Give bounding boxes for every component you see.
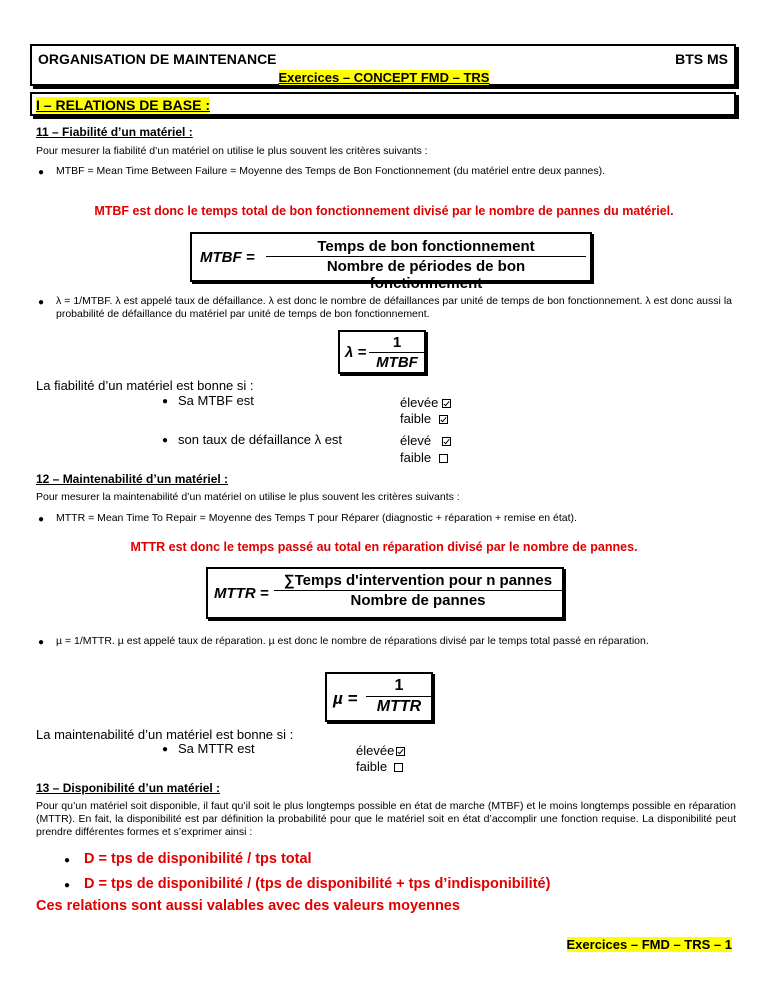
- lambda-denominator: MTBF: [369, 352, 425, 371]
- mttr-formula-lhs: MTTR =: [214, 585, 269, 602]
- criterion-mtbf: Sa MTBF est: [178, 393, 254, 408]
- bullet-icon: ●: [38, 514, 45, 525]
- mttr-denominator: Nombre de pannes: [274, 590, 562, 609]
- bullet-icon: ●: [38, 297, 45, 308]
- bullet-icon: ●: [162, 396, 169, 407]
- option-label: élevé: [400, 433, 432, 448]
- page-footer: Exercices – FMD – TRS – 1: [566, 937, 732, 952]
- mtbf-definition: MTBF = Mean Time Between Failure = Moyenne des Temps de Bon Fonctionnement (du matériel entre deux pannes).: [56, 165, 606, 177]
- section-title-text: I – RELATIONS DE BASE :: [36, 97, 210, 113]
- checkbox-mttr-high[interactable]: [396, 747, 405, 756]
- option-lambda-low: [400, 450, 448, 465]
- mtbf-formula: [190, 232, 592, 292]
- criterion-mttr: Sa MTTR est: [178, 741, 255, 756]
- bullet-icon: ●: [64, 855, 71, 866]
- option-label: faible: [356, 759, 388, 774]
- criterion-lambda: son taux de défaillance λ est: [178, 432, 343, 447]
- lambda-fraction: [370, 334, 424, 371]
- mtbf-fraction: [266, 238, 586, 292]
- option-mtbf-low: [400, 411, 448, 426]
- bullet-icon: ●: [162, 744, 169, 755]
- mu-denominator: MTTR: [366, 696, 432, 716]
- mttr-numerator: ∑Temps d'intervention pour n pannes: [283, 572, 553, 589]
- mu-definition: µ = 1/MTTR. µ est appelé taux de réparation. µ est donc le nombre de réparations divisé par le temps total passé en réparation.: [56, 635, 649, 647]
- lambda-definition: λ = 1/MTBF. λ est appelé taux de défaillance. λ est donc le nombre de défaillances par unité de temps de bon fonctionnement. λ est donc aussi la probabilité de défaillance du matériel par unité de temps de bon fonctionnement.: [56, 295, 732, 320]
- disponibilite-equation-1: D = tps de disponibilité / tps total: [84, 851, 312, 867]
- mtbf-red-statement: MTBF est donc le temps total de bon fonctionnement divisé par le nombre de pannes du matériel.: [94, 204, 674, 218]
- document-subtitle: [0, 70, 768, 85]
- maintenabilite-intro: Pour mesurer la maintenabilité d’un matériel on utilise le plus souvent les critères suivants :: [36, 491, 460, 503]
- option-label: élevée: [400, 395, 439, 410]
- fiabilite-good-if: La fiabilité d’un matériel est bonne si :: [36, 378, 254, 393]
- bullet-icon: ●: [38, 167, 45, 178]
- mu-numerator: 1: [394, 677, 404, 694]
- mttr-red-statement: MTTR est donc le temps passé au total en réparation divisé par le nombre de pannes.: [130, 540, 638, 554]
- document-title: ORGANISATION DE MAINTENANCE: [38, 51, 277, 67]
- option-mttr-high: [356, 743, 405, 758]
- mu-formula-lhs: µ =: [333, 689, 358, 708]
- lambda-formula-lhs: λ =: [345, 344, 367, 361]
- subtitle-text: Exercices – CONCEPT FMD – TRS: [278, 70, 490, 85]
- checkbox-mttr-low[interactable]: [394, 763, 403, 772]
- mu-fraction: [367, 677, 431, 716]
- heading-maintenabilite: 12 – Maintenabilité d’un matériel :: [36, 472, 229, 486]
- bullet-icon: ●: [38, 637, 45, 648]
- heading-disponibilite: 13 – Disponibilité d’un matériel :: [36, 781, 221, 795]
- option-label: faible: [400, 411, 432, 426]
- disponibilite-note: Ces relations sont aussi valables avec des valeurs moyennes: [36, 898, 460, 914]
- mtbf-denominator: Nombre de périodes de bon fonctionnement: [266, 256, 586, 292]
- mttr-definition: MTTR = Mean Time To Repair = Moyenne des Temps T pour Réparer (diagnostic + réparation + remise en état).: [56, 512, 577, 524]
- mu-formula: [325, 672, 433, 722]
- option-label: élevée: [356, 743, 395, 758]
- disponibilite-equation-2: D = tps de disponibilité / (tps de disponibilité + tps d’indisponibilité): [84, 876, 551, 892]
- checkbox-mtbf-low[interactable]: [439, 415, 448, 424]
- checkbox-lambda-high[interactable]: [442, 437, 451, 446]
- option-label: faible: [400, 450, 432, 465]
- bullet-icon: ●: [64, 880, 71, 891]
- lambda-numerator: 1: [392, 334, 402, 351]
- mtbf-formula-lhs: MTBF =: [200, 249, 255, 266]
- mtbf-numerator: Temps de bon fonctionnement: [317, 238, 535, 255]
- mttr-formula: [206, 567, 564, 619]
- mttr-fraction: [274, 572, 562, 609]
- lambda-formula: [338, 330, 426, 374]
- option-mtbf-high: [400, 395, 451, 410]
- course-label: BTS MS: [675, 51, 728, 67]
- maintenabilite-good-if: La maintenabilité d’un matériel est bonne si :: [36, 727, 294, 742]
- checkbox-mtbf-high[interactable]: [442, 399, 451, 408]
- heading-fiabilite: 11 – Fiabilité d’un matériel :: [36, 125, 193, 139]
- section-title: [36, 97, 210, 113]
- option-lambda-high: [400, 433, 451, 448]
- option-mttr-low: [356, 759, 403, 774]
- fiabilite-intro: Pour mesurer la fiabilité d’un matériel on utilise le plus souvent les critères suivants :: [36, 145, 428, 157]
- bullet-icon: ●: [162, 435, 169, 446]
- checkbox-lambda-low[interactable]: [439, 454, 448, 463]
- disponibilite-intro: Pour qu’un matériel soit disponible, il faut qu’il soit le plus longtemps possible en état de marche (MTBF) et le moins longtemps possible en réparation (MTTR). En fait, la disponibilité est par définition la probabilité pour que le matériel soit en état d’accomplir une fonction requise. La disponibilité peut prendre différentes formes et s’exprimer ainsi :: [36, 800, 736, 838]
